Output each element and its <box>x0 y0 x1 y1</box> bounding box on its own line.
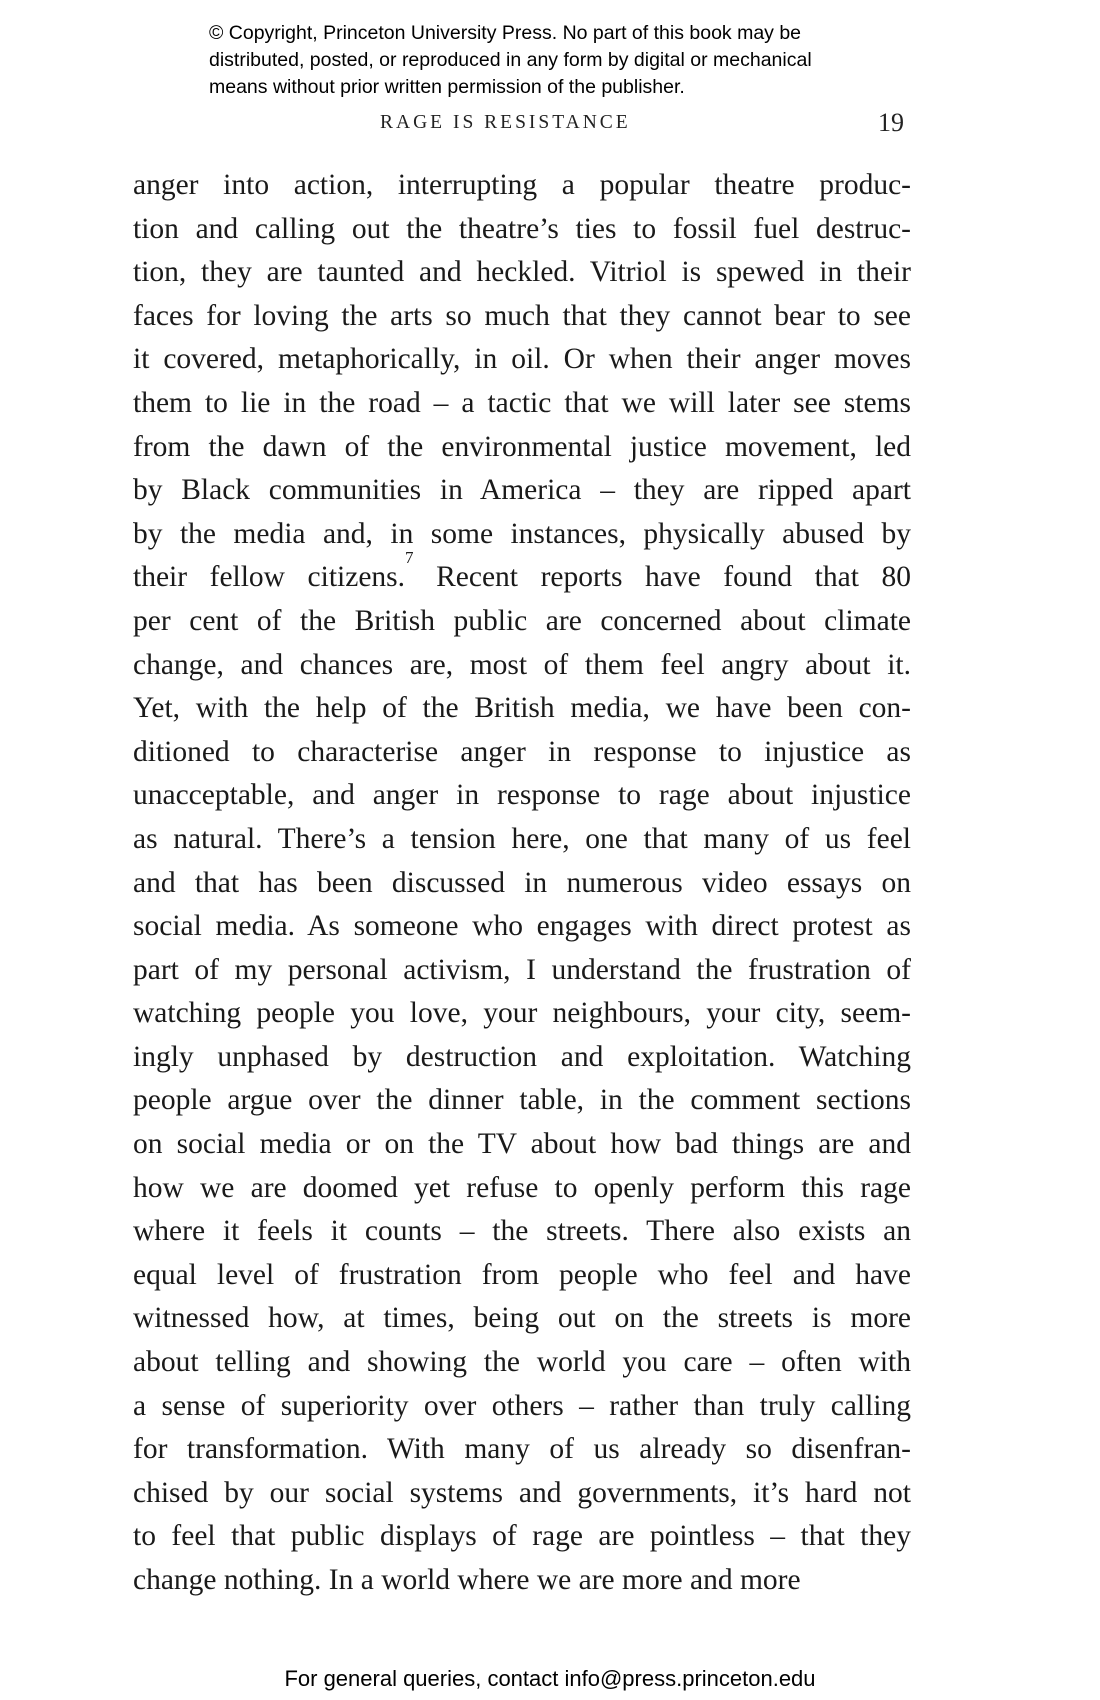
text-line: where it feels it counts – the streets. There also exists an <box>133 1215 911 1248</box>
contact-footer: For general queries, contact info@press.princeton.edu <box>284 1666 816 1691</box>
text-line: equal level of frustration from people who feel and have <box>133 1258 911 1291</box>
text-line: change, and chances are, most of them feel angry about it. <box>133 648 911 681</box>
text-line: for transformation. With many of us already so disenfran- <box>133 1433 911 1466</box>
running-head: RAGE IS RESISTANCE <box>380 112 631 133</box>
text-line: chised by our social systems and governments, it’s hard not <box>133 1476 911 1509</box>
text-line: unacceptable, and anger in response to rage about injustice <box>133 779 911 812</box>
copyright-notice <box>209 20 909 101</box>
text-line: per cent of the British public are concerned about climate <box>133 604 911 637</box>
text-line: on social media or on the TV about how bad things are and <box>133 1128 911 1161</box>
text-line: and that has been discussed in numerous video essays on <box>133 866 911 899</box>
text-line: faces for loving the arts so much that they cannot bear to see <box>133 299 911 332</box>
text-line: tion, they are taunted and heckled. Vitriol is spewed in their <box>133 256 911 289</box>
text-line: it covered, metaphorically, in oil. Or when their anger moves <box>133 343 911 376</box>
text-line: to feel that public displays of rage are pointless – that they <box>133 1520 911 1553</box>
text-line: anger into action, interrupting a popular theatre produc- <box>133 169 911 201</box>
text-line: from the dawn of the environmental justice movement, led <box>133 430 911 463</box>
copyright-line: distributed, posted, or reproduced in any form by digital or mechanical <box>209 49 812 71</box>
text-line: as natural. There’s a tension here, one that many of us feel <box>133 822 911 855</box>
footnote-marker[interactable]: 7 <box>405 547 414 567</box>
text-line: watching people you love, your neighbours, your city, seem- <box>133 997 911 1030</box>
page-number: 19 <box>878 108 904 137</box>
text-line: tion and calling out the theatre’s ties to fossil fuel destruc- <box>133 212 911 245</box>
text-line: about telling and showing the world you care – often with <box>133 1346 911 1379</box>
copyright-line: means without prior written permission of the publisher. <box>209 76 685 98</box>
text-line: ditioned to characterise anger in response to injustice as <box>133 735 911 768</box>
text-line: part of my personal activism, I understand the frustration of <box>133 953 911 986</box>
text-line: change nothing. In a world where we are more and more <box>133 1564 801 1596</box>
text-line: witnessed how, at times, being out on the streets is more <box>133 1302 911 1335</box>
text-line: how we are doomed yet refuse to openly perform this rage <box>133 1171 911 1204</box>
text-line: ingly unphased by destruction and exploitation. Watching <box>133 1040 911 1073</box>
note-line-start: their fellow citizens. <box>133 561 406 594</box>
text-line: people argue over the dinner table, in the comment sections <box>133 1084 911 1117</box>
text-line: social media. As someone who engages with direct protest as <box>133 910 911 943</box>
text-line: a sense of superiority over others – rather than truly calling <box>133 1389 911 1422</box>
text-line: by the media and, in some instances, physically abused by <box>133 517 911 550</box>
text-line: by Black communities in America – they are ripped apart <box>133 474 911 507</box>
text-line: them to lie in the road – a tactic that we will later see stems <box>133 386 911 419</box>
body-text <box>133 164 911 1603</box>
text-line: Yet, with the help of the British media, we have been con- <box>133 692 911 725</box>
note-line-end: Recent reports have found that 80 <box>413 561 911 594</box>
text-line-with-note <box>133 547 911 600</box>
copyright-line: © Copyright, Princeton University Press. No part of this book may be <box>209 22 802 44</box>
